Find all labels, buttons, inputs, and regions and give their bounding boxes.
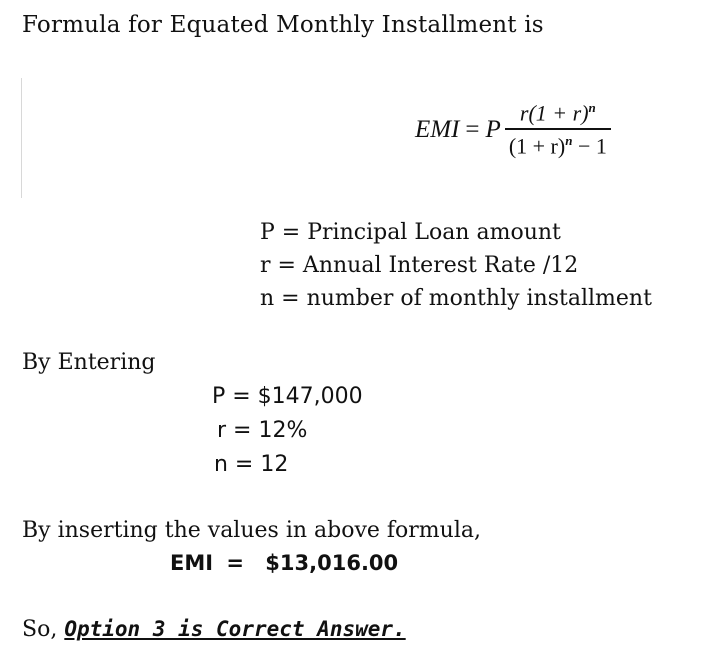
numerator-text: r(1 + r) bbox=[519, 100, 589, 126]
definition-principal: P = Principal Loan amount bbox=[260, 220, 561, 245]
emi-formula bbox=[415, 100, 611, 159]
value-principal: P = $147,000 bbox=[212, 384, 363, 409]
conclusion bbox=[22, 617, 406, 642]
variable-definitions bbox=[260, 216, 652, 315]
formula-fraction bbox=[505, 100, 611, 159]
heading: Formula for Equated Monthly Installment is bbox=[22, 12, 544, 38]
numerator-exponent: n bbox=[588, 100, 596, 115]
formula-lhs: EMI bbox=[415, 115, 460, 143]
denominator-text: (1 + r) bbox=[508, 133, 566, 159]
denominator-exponent: n bbox=[565, 132, 573, 148]
formula-denominator bbox=[505, 130, 611, 159]
denominator-suffix: − 1 bbox=[577, 133, 607, 159]
by-entering-label: By Entering bbox=[22, 350, 156, 375]
value-rate: r = 12% bbox=[217, 418, 308, 443]
result-value: $13,016.00 bbox=[265, 551, 399, 575]
entered-values bbox=[212, 380, 363, 482]
conclusion-prefix: So, bbox=[22, 617, 65, 642]
value-installments: n = 12 bbox=[214, 452, 289, 477]
correct-answer: Option 3 is Correct Answer. bbox=[64, 617, 406, 641]
formula-equals: = bbox=[465, 115, 480, 143]
emi-result bbox=[170, 551, 398, 575]
side-rule bbox=[21, 78, 22, 198]
formula-numerator bbox=[514, 100, 602, 128]
result-label: EMI bbox=[170, 551, 214, 575]
definition-rate: r = Annual Interest Rate /12 bbox=[260, 253, 579, 278]
result-equals: = bbox=[226, 551, 244, 575]
inserting-text: By inserting the values in above formula, bbox=[22, 518, 481, 543]
definition-installments: n = number of monthly installment bbox=[260, 286, 652, 311]
formula-principal: P bbox=[485, 115, 501, 143]
